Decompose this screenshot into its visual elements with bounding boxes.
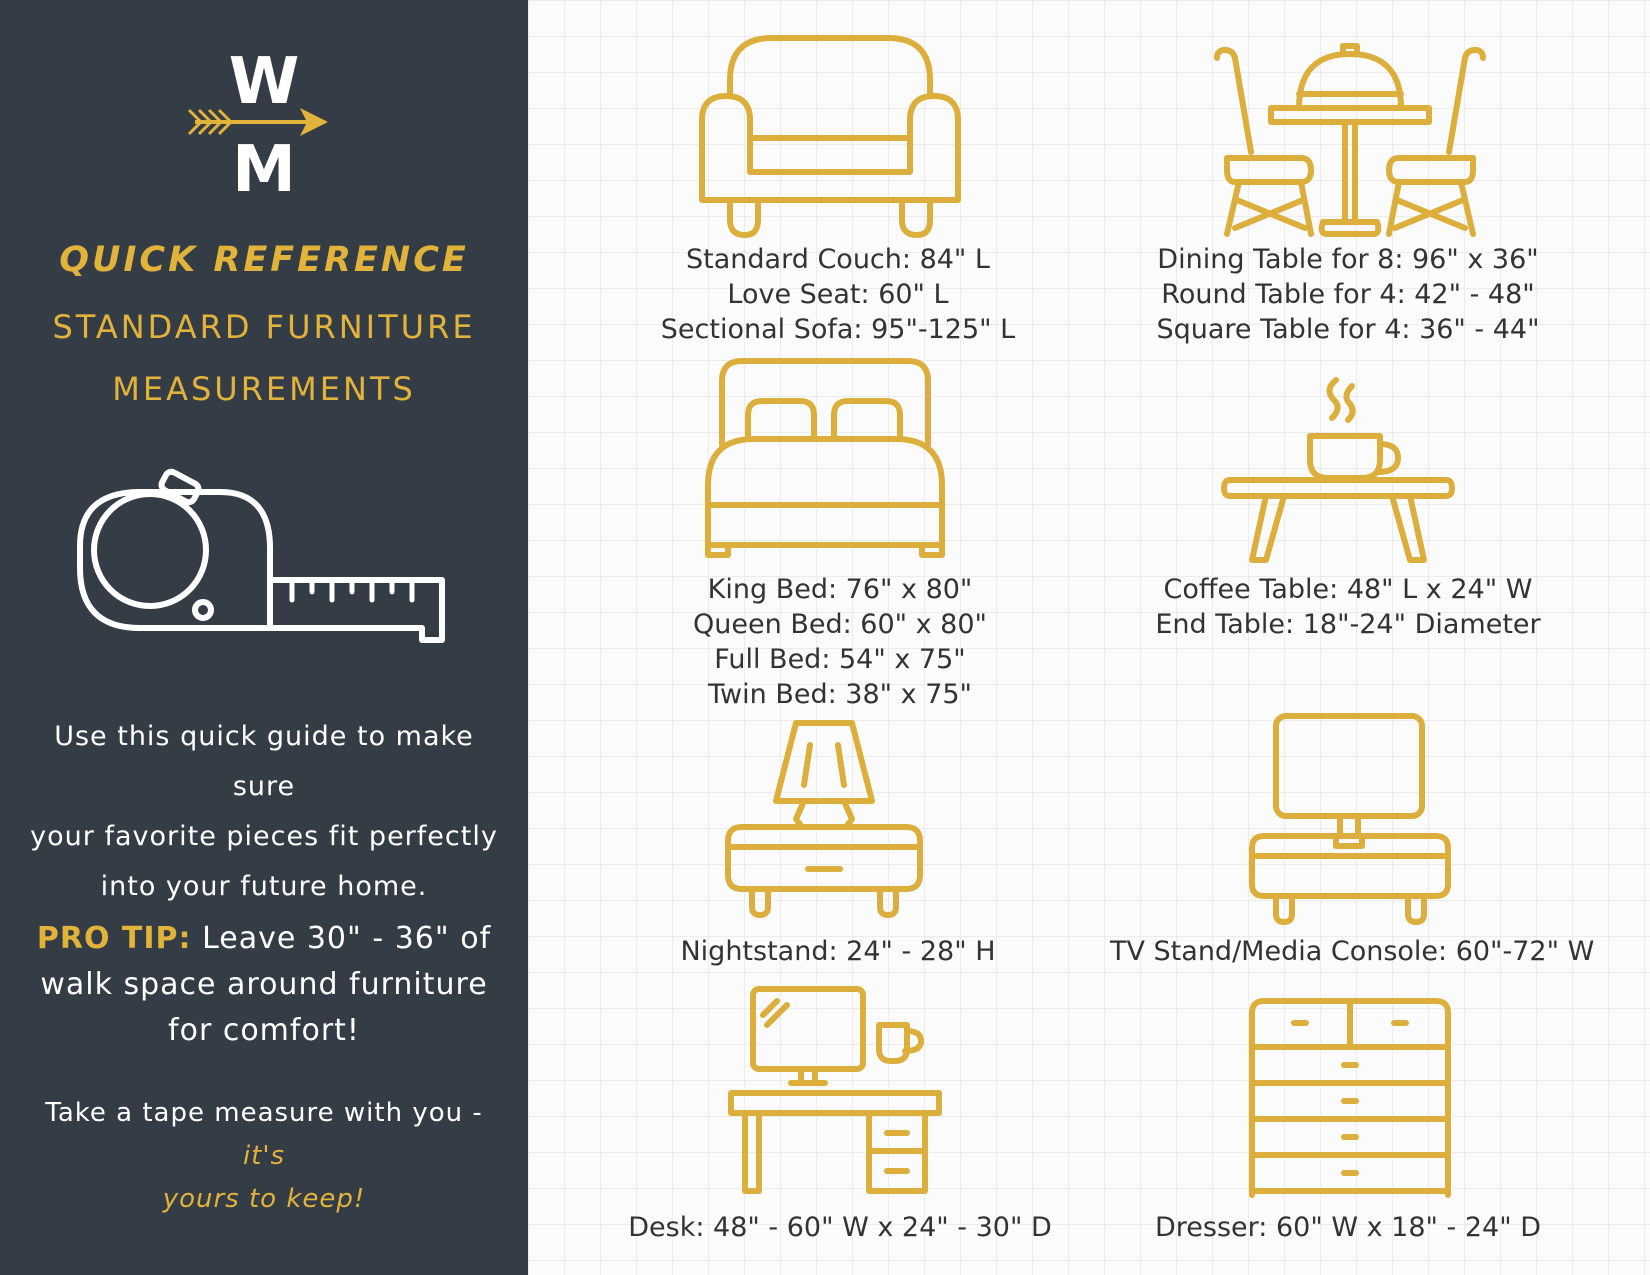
pro-tip-label: PRO TIP: [36, 921, 192, 956]
intro-line: Use this quick guide to make sure [54, 721, 474, 802]
pro-tip [30, 916, 498, 1054]
nightstand-lamp-icon [712, 715, 937, 925]
caption-line: End Table: 18"-24" Diameter [1155, 609, 1541, 640]
pro-tip-line: for comfort! [168, 1013, 360, 1048]
intro-text [30, 712, 498, 912]
quick-reference-title: QUICK REFERENCE [59, 240, 469, 280]
tv-stand-icon [1240, 708, 1460, 928]
coffee-caption [1128, 572, 1568, 642]
coffee-table-icon [1218, 372, 1458, 572]
dresser-caption [1128, 1210, 1568, 1245]
tape-measure-icon [70, 468, 450, 648]
caption-line: TV Stand/Media Console: 60"-72" W [1110, 936, 1595, 967]
dresser-icon [1244, 995, 1456, 1203]
caption-line: Dresser: 60" W x 18" - 24" D [1155, 1212, 1541, 1243]
caption-line: Desk: 48" - 60" W x 24" - 30" D [628, 1212, 1052, 1243]
pro-tip-line: walk space around furniture [40, 967, 488, 1002]
desk-caption [600, 1210, 1080, 1245]
caption-line: Sectional Sofa: 95"-125" L [660, 314, 1016, 345]
couch-caption [628, 242, 1048, 347]
pro-tip-line: Leave 30" - 36" of [202, 921, 492, 956]
caption-line: King Bed: 76" x 80" [707, 574, 973, 605]
couch-icon [690, 30, 970, 240]
caption-line: Coffee Table: 48" L x 24" W [1163, 574, 1533, 605]
bed-icon [700, 355, 950, 560]
tape-note-italic: it's [242, 1141, 286, 1171]
caption-line: Queen Bed: 60" x 80" [693, 609, 987, 640]
caption-line: Standard Couch: 84" L [686, 244, 990, 275]
standard-furniture-title: STANDARD FURNITURE [52, 308, 476, 346]
intro-line: your favorite pieces fit perfectly [30, 821, 498, 852]
caption-line: Round Table for 4: 42" - 48" [1161, 279, 1535, 310]
tape-note [30, 1092, 498, 1221]
tv-caption [1110, 934, 1595, 969]
caption-line: Square Table for 4: 36" - 44" [1156, 314, 1540, 345]
sidebar [0, 0, 528, 1275]
intro-line: into your future home. [100, 871, 428, 902]
dining-caption [1128, 242, 1568, 347]
logo-letter-m: M [232, 133, 296, 207]
nightstand-caption [628, 934, 1048, 969]
caption-line: Nightstand: 24" - 28" H [680, 936, 996, 967]
tape-note-text: Take a tape measure with you - [45, 1098, 483, 1128]
dining-table-icon [1205, 38, 1495, 243]
caption-line: Dining Table for 8: 96" x 36" [1157, 244, 1539, 275]
caption-line: Full Bed: 54" x 75" [714, 644, 966, 675]
bed-caption [660, 572, 1020, 712]
caption-line: Love Seat: 60" L [727, 279, 949, 310]
caption-line: Twin Bed: 38" x 75" [708, 679, 972, 710]
desk-computer-icon [725, 985, 945, 1200]
tape-note-italic: yours to keep! [162, 1184, 366, 1214]
logo-letter-w: W [228, 45, 300, 119]
measurements-title: MEASUREMENTS [112, 370, 416, 408]
